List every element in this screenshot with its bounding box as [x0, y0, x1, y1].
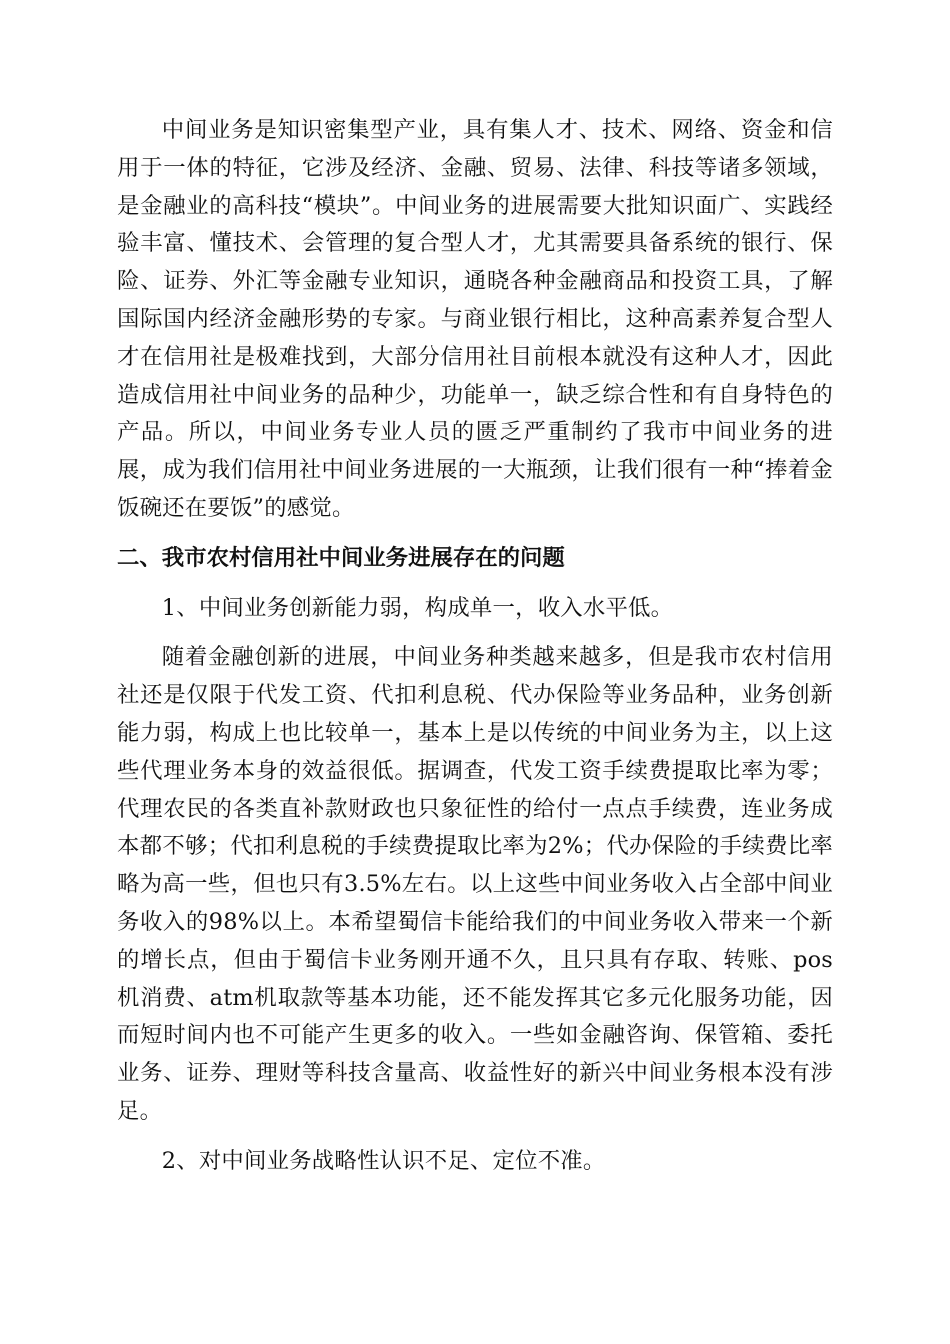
subsection-heading: 1、中间业务创新能力弱，构成单一，收入水平低。	[161, 594, 674, 621]
section-heading: 二、我市农村信用社中间业务进展存在的问题	[117, 544, 565, 571]
subsection-heading: 2、对中间业务战略性认识不足、定位不准。	[161, 1147, 606, 1174]
body-paragraph: 中间业务是知识密集型产业，具有集人才、技术、网络、资金和信用于一体的特征，它涉及经济、金融、贸易、法律、科技等诸多领域，是金融业的高科技“模块”。中间业务的进展需要大批知识面广、实践经验丰富、懂技术、会管理的复合型人才，尤其需要具备系统的银行、保险、证券、外汇等金融专业知识，通晓各种金融商品和投资工具，了解国际国内经济金融形势的专家。与商业银行相比，这种高素养复合型人才在信用社是极难找到，大部分信用社目前根本就没有这种人才，因此造成信用社中间业务的品种少，功能单一，缺乏综合性和有自身特色的产品。所以，中间业务专业人员的匮乏严重制约了我市中间业务的进展，成为我们信用社中间业务进展的一大瓶颈，让我们很有一种“捧着金饭碗还在要饭”的感觉。	[117, 117, 833, 521]
body-paragraph: 随着金融创新的进展，中间业务种类越来越多，但是我市农村信用社还是仅限于代发工资、代扣利息税、代办保险等业务品种，业务创新能力弱，构成上也比较单一，基本上是以传统的中间业务为主，以上这些代理业务本身的效益很低。据调查，代发工资手续费提取比率为零；代理农民的各类直补款财政也只象征性的给付一点点手续费，连业务成本都不够；代扣利息税的手续费提取比率为2%；代办保险的手续费比率略为高一些，但也只有3.5%左右。以上这些中间业务收入占全部中间业务收入的98%以上。本希望蜀信卡能给我们的中间业务收入带来一个新的增长点，但由于蜀信卡业务刚开通不久，且只具有存取、转账、pos机消费、atm机取款等基本功能，还不能发挥其它多元化服务功能，因而短时间内也不可能产生更多的收入。一些如金融咨询、保管箱、委托业务、证券、理财等科技含量高、收益性好的新兴中间业务根本没有涉足。	[117, 644, 833, 1124]
document-body	[117, 112, 833, 1181]
